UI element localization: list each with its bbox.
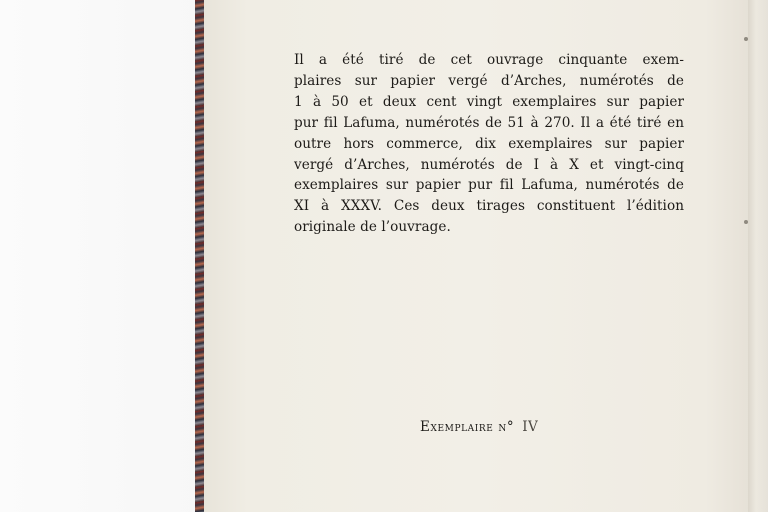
copy-number-line	[420, 419, 538, 435]
text-line: exemplaires sur papier pur fil Lafuma, numérotés de	[294, 177, 684, 194]
text-line: originale de l’ouvrage.	[294, 219, 451, 236]
page-marker	[744, 37, 748, 41]
justification-paragraph	[294, 50, 684, 238]
copy-number-label: Exemplaire n°	[420, 419, 515, 435]
text-line: plaires sur papier vergé d’Arches, numérotés de	[294, 72, 684, 89]
copy-number-value: IV	[522, 419, 539, 435]
page-edge	[748, 0, 768, 512]
text-line: pur fil Lafuma, numérotés de 51 à 270. Il a été tiré en	[294, 114, 684, 131]
text-line: 1 à 50 et deux cent vingt exemplaires sur papier	[294, 93, 684, 110]
text-line: Il a été tiré de cet ouvrage cinquante exem-	[294, 52, 684, 68]
text-line: outre hors commerce, dix exemplaires sur papier	[294, 135, 684, 152]
text-line: vergé d’Arches, numérotés de I à X et vingt-cinq	[294, 156, 684, 173]
text-line: XI à XXXV. Ces deux tirages constituent l’édition	[294, 198, 684, 215]
page-marker	[744, 220, 748, 224]
